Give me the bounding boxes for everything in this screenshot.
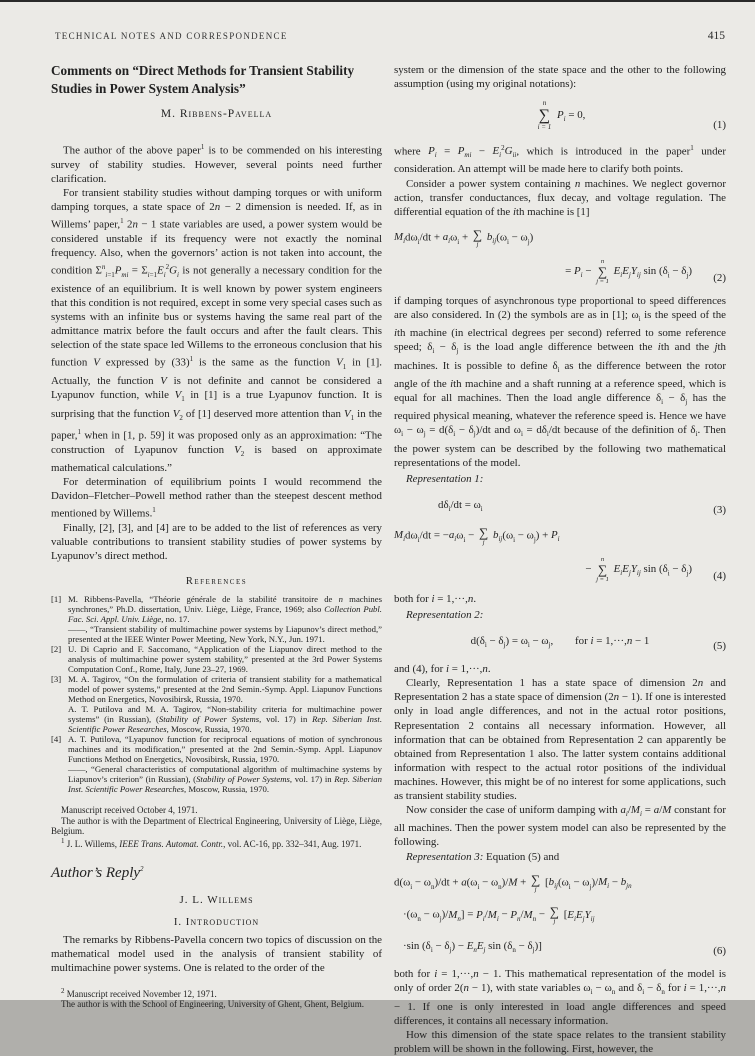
- equation-5-body: $d(\delta_i - \delta_j) = \omega_i - \omega_j$, for i = 1,···,n − 1: [470, 635, 650, 650]
- equation-3: [394, 497, 726, 517]
- footnote-line: The author is with the Department of Electrical Engineering, University of Liège, Liège, Belgium.: [51, 815, 382, 836]
- equation-1-expression: $P_i = 0$,: [557, 109, 586, 124]
- equation-3-body: $d\delta_i/dt = \omega_i$: [438, 498, 483, 513]
- section-heading-introduction: I. Introduction: [173, 915, 260, 928]
- reference-label: [3]: [51, 674, 62, 685]
- comment-paragraph-1: The author of the above paper$^1$ is to be commended on his interesting survey of stability studies. However, several points need further clarification.: [51, 143, 382, 185]
- equation-2-line-1: $M_id\omega_i/dt + a_i\omega_i$ + ∑ j $b_{ij}(\omega_i - \omega_j)$: [394, 226, 534, 248]
- page-edge-line: [0, 0, 755, 2]
- reply-paragraph-1: The remarks by Ribbens-Pavella concern two topics of discussion on the mathematical model used in the analysis of transient stability of multimachine power systems. One is related to the order of the: [51, 933, 382, 974]
- representation-2-label: Representation 2:: [406, 609, 484, 622]
- references-heading: References: [185, 576, 248, 588]
- equation-1-body: [394, 100, 726, 131]
- equation-6-line-3: ·sin $(\delta_i - \delta_j) - E_nE_j$ $\sin (\delta_n - \delta_j)$]: [403, 940, 542, 955]
- reply-footnotes: [51, 986, 382, 1010]
- reference-item: [51, 624, 382, 644]
- comment-author: M. Ribbens-Pavella: [160, 108, 273, 120]
- reference-label: [51, 764, 68, 794]
- right-paragraph-2: where $P_i = P_{mi} - E_i^2G_{ii}$, which is introduced in the paper$^1$ under consideration. An attempt will be made here to clarify both points.: [394, 143, 726, 176]
- reference-item: [51, 674, 382, 704]
- running-head-text: TECHNICAL NOTES AND CORRESPONDENCE: [55, 31, 288, 41]
- running-header: [55, 30, 725, 42]
- reference-text: M. Ribbens-Pavella, “Théorie générale de la stabilité transitoire de n machines synchrones,” Ph.D. dissertation, Univ. Liège, Liège, France, 1969; also Collection Publ. Fac. Sci. Appl. Univ. Liège, no. 17.: [68, 594, 382, 625]
- page-number: 415: [707, 30, 725, 42]
- left-column: [51, 60, 382, 1010]
- reference-text: U. Di Caprio and F. Saccomano, “Application of the Liapunov direct method to the analysis of multimachine power system stability,” presented at the 3rd Power Systems Computation Conf., Rome, Italy, June 23–27, 1969.: [68, 644, 382, 675]
- right-paragraph-1: system or the dimension of the state space and the other to the following assumption (using my original notations):: [394, 64, 726, 91]
- reference-label: [1]: [51, 594, 62, 605]
- reference-item: [51, 764, 382, 794]
- equation-4-line-1: $M_id\omega_i/dt = -a_i\omega_i$ − ∑ j $b_{ij}(\omega_i - \omega_j) + P_i$: [394, 524, 560, 546]
- equation-2-line-2: = $P_i$ − n ∑ j = 1 $E_iE_jY_{ij}$ $\sin (\delta_i - \delta_j)$: [565, 257, 692, 285]
- right-paragraph-7: Clearly, Representation 1 has a state space of dimension 2n and Representation 2 has a state space of dimension (2n − 1). If one is interested only in load angle differences, and not in the actual rotor positions, Representation 2 contains all necessary information. However, all information that can be obtained from Representation 2 can apparently be obtained from Representation 1 also. The latter system contains additional information with respect to the actual rotor positions of the individual machines. However, this might be of no interest for some applications, such as transient stability studies.: [394, 677, 727, 803]
- equation-5: [394, 633, 726, 653]
- reference-text: ——, “Transient stability of multimachine power systems by Liapunov’s direct method,” presented at the IEEE Winter Power Meeting, New York, N.Y., Jun. 1971.: [68, 624, 382, 645]
- comment-paragraph-4: Finally, [2], [3], and [4] are to be added to the list of references as very valuable contributions to transient stability studies of power systems by Lyapunov’s direct method.: [51, 521, 382, 563]
- comment-footnotes: [51, 805, 382, 850]
- right-paragraph-9: both for i = 1,···,n − 1. This mathematical representation of the model is only of order 2(n − 1), with state variables $\omega_i - \omega_n$ and $\delta_i - \delta_n$ for i = 1,···,n − 1. If one is only interested in load angle differences and speed differences, it contains all necessary information.: [394, 968, 727, 1027]
- equation-2-number: (2): [713, 271, 726, 284]
- reference-item: [51, 734, 382, 764]
- reference-item: [51, 644, 382, 674]
- reference-label: [2]: [51, 644, 62, 655]
- reference-text: M. A. Tagirov, “On the formulation of criteria of transient stability for a mathematical model of power systems,” presented at the 2nd Semin.-Symp. Appl. Liapunov Functions Method on Energetics, Novosibirsk, Russia, 1970.: [68, 674, 382, 705]
- reference-label: [51, 704, 68, 734]
- reference-label: [4]: [51, 734, 62, 745]
- references-list: [51, 594, 382, 794]
- reference-label: [51, 624, 68, 644]
- equation-6-line-1: $d(\omega_i - \omega_n)/dt + a(\omega_i - \omega_n)/M$ + ∑ j [$b_{ij}(\omega_i - \omega_j)/M_i - b_{jn}$: [394, 871, 632, 893]
- equation-3-number: (3): [713, 503, 726, 516]
- right-paragraph-8: Now consider the case of uniform damping with $a_i/M_i = a/M$ constant for all machines. Then the power system model can also be represented by the following.: [394, 804, 726, 849]
- footnote-line: The author is with the School of Engineering, University of Ghent, Ghent, Belgium.: [61, 999, 364, 1010]
- right-paragraph-4: if damping torques of asynchronous type proportional to speed differences are also considered. In (2) the symbols are as in [1]; $\omega_i$ is the speed of the ith machine (in electrical degrees per second) referred to some reference speed; $\delta_i - \delta_j$ is the load angle difference between the ith and the jth machines. It is possible to define $\delta_i$ as the difference between the rotor angle of the ith machine and a shaft running at a reference speed, which is equal for all machines. Then the load angle difference $\delta_i - \delta_j$ has the required physical meaning, whatever the reference speed is. Hence we have $\omega_i - \omega_j = d(\delta_i - \delta_j)/dt$ and $\omega_i = d\delta_i/dt$ because of the definition of $\delta_i$. Then the power system can be described by the following two mathematical representations of the model.: [394, 294, 726, 469]
- right-paragraph-3: Consider a power system containing n machines. We neglect governor action, transfer conductances, flux decay, and voltage regulation. The differential equation of the ith machine is [1]: [394, 177, 726, 218]
- equation-4-line-2: − n ∑ j = 1 $E_iE_jY_{ij}$ $\sin (\delta_i - \delta_j)$: [585, 555, 692, 583]
- reply-author: J. L. Willems: [179, 893, 254, 906]
- right-paragraph-6: and (4), for i = 1,···,n.: [394, 663, 491, 676]
- equation-2: [394, 228, 726, 285]
- reference-item: [51, 594, 382, 624]
- representation-1-label: Representation 1:: [406, 472, 484, 485]
- equation-6-number: (6): [713, 945, 726, 958]
- equation-6-line-2: $\cdot(\omega_n - \omega_j)/M_n] = P_i/M_i - P_n/M_n$ − ∑ j [$E_iE_jY_{ij}$: [403, 904, 595, 926]
- footnote-line: $^1$ J. L. Willems, IEEE Trans. Automat. Contr., vol. AC-16, pp. 332–341, Aug. 1971.: [61, 837, 362, 850]
- reference-item: [51, 704, 382, 734]
- comment-paragraph-2: For transient stability studies without damping torques or with uniform damping torques, a state space of 2n − 2 dimension is needed. If, as in Willems’ paper,$^1$ 2n − 1 state variables are used, a power system would be considered unstable if its frequency were not exactly the nominal frequency. Also, when the governors’ action is not taken into account, the condition $\Sigma^n_{i=1}P_{mi} = \Sigma_{i=1}E_i^2G_i$ is not generally a necessary condition for the existence of an equilibrium. It is well known by power system engineers that this condition is not required, except in some very special cases such as systems with an infinite bus or systems having the same real part of the admittance matrix before the fault occurs and after the fault clears. This selection of the state space led Willems to the erroneous conclusion that his function V expressed by $(33)^1$ is the same as the function $V_1$ in [1]. Actually, the function V is not definite and cannot be considered a Lyapunov function, while $V_1$ in [1] is a true Lyapunov function. It is surprising that the function $V_2$ of [1] deserved more attention than $V_1$ in the paper,$^1$ when in [1, p. 59] it was proposed only as an approximation: “The construction of Lyapunov function $V_2$ is based on approximate mathematical calculations.”: [51, 186, 383, 474]
- equation-4: [394, 526, 726, 583]
- reference-text: A. T. Putilova, “Lyapunov function for reciprocal equations of motion of synchronous machines and its modification,” presented at the 2nd Semin.-Symp. Appl. Liapunov Functions Method on Energetics, Novosibirsk, Russia, 1970.: [68, 734, 382, 765]
- footnote-line: $^2$ Manuscript received November 12, 1971.: [61, 987, 217, 1000]
- equation-4-number: (4): [713, 569, 726, 582]
- reply-title: Author’s Reply$^2$: [51, 864, 144, 881]
- comment-title: Comments on “Direct Methods for Transient Stability Studies in Power System Analysis”: [51, 63, 355, 96]
- reference-text: ——, “General characteristics of computational algorithm of multimachine systems by Liapunov’s criterion” (in Russian), (Stability of Power Systems, vol. 17) in Rep. Siberian Inst. Scientific Power Researches, Moscow, Russia, 1970.: [68, 764, 382, 795]
- right-column: [394, 63, 726, 1056]
- right-paragraph-10: How this dimension of the state space relates to the transient stability problem will be shown in the following. First, however, the: [394, 1028, 726, 1055]
- equation-1-number: (1): [713, 118, 726, 131]
- right-paragraph-5: both for i = 1,···,n.: [394, 592, 477, 605]
- equation-5-number: (5): [713, 640, 726, 653]
- comment-paragraph-3: For determination of equilibrium points I would recommend the Davidon–Fletcher–Powell method rather than the steepest descent method mentioned by Willems.$^1$: [51, 475, 382, 520]
- reference-text: A. T. Putilova and M. A. Tagirov, “Non-stability criteria for multimachine power systems” (in Russian), (Stability of Power Systems, vol. 17) in Rep. Siberian Inst. Scientific Power Researches, Moscow, Russia, 1970.: [68, 704, 382, 735]
- footnote-line: Manuscript received October 4, 1971.: [61, 805, 198, 816]
- equation-6: [394, 873, 726, 959]
- summation-symbol: n ∑ i = 1: [537, 99, 552, 131]
- equation-1: [394, 100, 726, 131]
- representation-3-label: Representation 3: Equation (5) and: [406, 850, 560, 863]
